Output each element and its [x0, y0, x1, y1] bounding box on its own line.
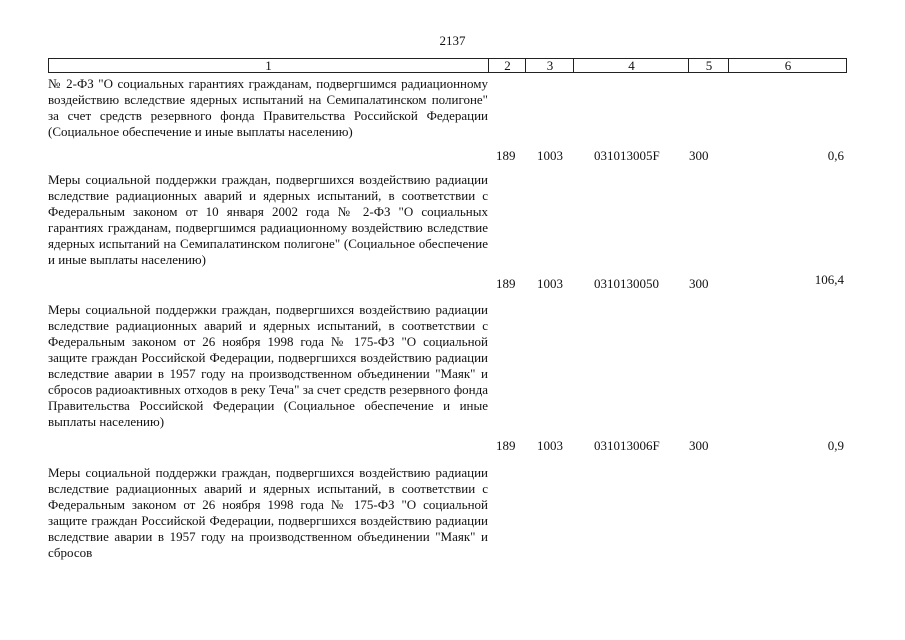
page-number: 2137	[439, 33, 466, 48]
header-col-1: 1	[265, 58, 272, 73]
row-col-5: 300	[689, 276, 709, 291]
table-row	[48, 76, 847, 166]
table-header	[48, 58, 847, 73]
row-description: Меры социальной поддержки граждан, подвергшихся воздействию радиации вследствие радиационных аварий и ядерных испытаний, в соответствии с Федеральным законом от 10 января 2002 года № 2-ФЗ "О социальных гарантиях гражданам, подвергшимся радиационному воздействию вследствие ядерных испытаний на Семипалатинском полигоне" (Социальное обеспечение и иные выплаты населению)	[48, 172, 488, 267]
row-description: Меры социальной поддержки граждан, подвергшихся воздействию радиации вследствие радиационных аварий и ядерных испытаний, в соответствии с Федеральным законом от 26 ноября 1998 года № 175-ФЗ "О социальной защите граждан Российской Федерации, подвергшихся воздействию радиации вследствие аварии в 1957 году на производственном объединении "Маяк" и сбросов радиоактивных отходов в реку Теча" за счет средств резервного фонда Правительства Российской Федерации (Социальное обеспечение и иные выплаты населению)	[48, 302, 488, 429]
table-row	[48, 302, 847, 457]
row-col-3: 1003	[537, 276, 563, 291]
header-col-2: 2	[488, 59, 526, 72]
header-col-4: 4	[573, 59, 689, 72]
row-col-5: 300	[689, 148, 709, 163]
header-col-3: 3	[525, 59, 574, 72]
row-col-2: 189	[496, 276, 516, 291]
table-row	[48, 172, 847, 292]
header-col-6: 6	[728, 59, 847, 72]
row-description: № 2-ФЗ "О социальных гарантиях гражданам, подвергшимся радиационному воздействию вследствие ядерных испытаний на Семипалатинском полигоне" за счет средств резервного фонда Правительства Российской Федерации (Социальное обеспечение и иные выплаты населению)	[48, 76, 488, 139]
row-col-6: 0,9	[827, 438, 844, 453]
row-col-2: 189	[496, 438, 516, 453]
row-col-4: 0310130050	[594, 276, 659, 291]
row-col-6: 106,4	[814, 272, 844, 287]
row-col-3: 1003	[537, 438, 563, 453]
row-col-5: 300	[689, 438, 709, 453]
row-col-4: 031013006F	[594, 438, 660, 453]
header-col-5: 5	[688, 59, 729, 72]
row-col-2: 189	[496, 148, 516, 163]
row-description: Меры социальной поддержки граждан, подвергшихся воздействию радиации вследствие радиационных аварий и ядерных испытаний, в соответствии с Федеральным законом от 26 ноября 1998 года № 175-ФЗ "О социальной защите граждан Российской Федерации, подвергшихся воздействию радиации вследствие аварии в 1957 году на производственном объединении "Маяк" и сбросов	[48, 465, 488, 560]
row-col-6: 0,6	[827, 148, 844, 163]
row-col-4: 031013005F	[594, 148, 660, 163]
table-row	[48, 465, 847, 565]
row-col-3: 1003	[537, 148, 563, 163]
